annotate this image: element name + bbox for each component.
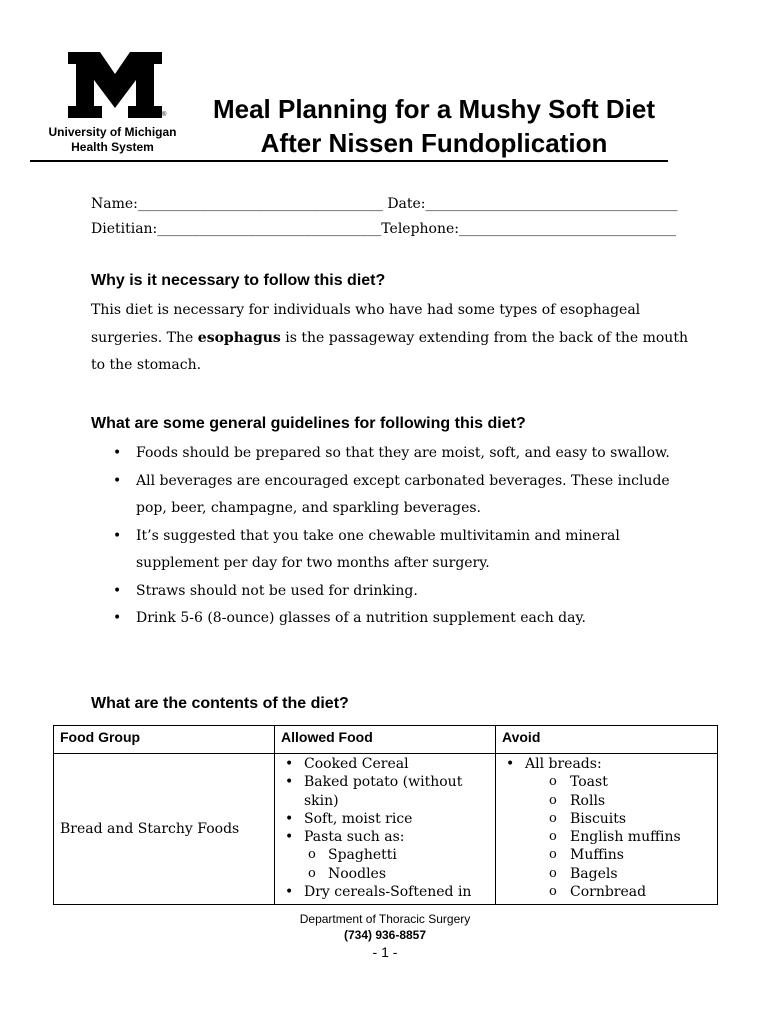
guideline-text: It’s suggested that you take one chewable multivitamin and mineral supplement per day for two months after surgery. <box>136 527 620 571</box>
bullet-icon: • <box>113 445 122 461</box>
list-item <box>281 810 489 828</box>
header-divider <box>30 160 668 162</box>
food-group-label: Bread and Starchy Foods <box>60 820 240 837</box>
why-text-before: This diet is necessary for individuals who have had some types of esophageal surgeries. The <box>91 302 641 346</box>
guideline-text: Drink 5-6 (8-ounce) glasses of a nutrition supplement each day. <box>136 610 586 626</box>
guidelines-heading: What are some general guidelines for following this diet? <box>91 415 526 432</box>
circle-bullet-icon: o <box>549 829 557 845</box>
title-line-2: After Nissen Fundoplication <box>260 128 608 158</box>
circle-bullet-icon: o <box>549 792 557 808</box>
guidelines-list <box>91 440 691 633</box>
header-allowed-food: Allowed Food <box>275 726 496 754</box>
list-item <box>91 440 691 468</box>
circle-bullet-icon: o <box>549 865 557 881</box>
allowed-item: Baked potato (without skin) <box>304 774 463 809</box>
contents-heading: What are the contents of the diet? <box>91 695 349 712</box>
footer-phone: (734) 936-8857 <box>343 928 427 942</box>
allowed-subitem: Noodles <box>328 865 387 882</box>
list-item <box>91 578 691 606</box>
avoid-item: All breads: <box>525 756 602 772</box>
food-group-cell <box>54 754 275 905</box>
allowed-subitem: Spaghetti <box>328 847 397 864</box>
bullet-icon: • <box>285 756 294 772</box>
name-field[interactable]: Name:___________________________________ <box>91 196 383 212</box>
bullet-icon: • <box>113 582 122 599</box>
bullet-icon: • <box>285 829 294 846</box>
list-item <box>502 773 711 791</box>
diet-table <box>53 725 718 905</box>
allowed-food-cell <box>275 754 496 905</box>
why-paragraph <box>91 297 691 380</box>
telephone-field[interactable]: Telephone:_______________________________ <box>381 221 677 237</box>
date-field[interactable]: Date:____________________________________ <box>387 196 678 212</box>
block-m-logo-icon <box>66 50 167 120</box>
guideline-text: Foods should be prepared so that they are moist, soft, and easy to swallow. <box>136 445 670 461</box>
avoid-subitem: English muffins <box>570 829 681 846</box>
logo-line-1: University of Michigan <box>48 125 177 139</box>
allowed-item: Soft, moist rice <box>304 810 413 827</box>
allowed-item: Dry cereals-Softened in <box>304 884 472 901</box>
bullet-icon: • <box>285 774 294 791</box>
circle-bullet-icon: o <box>308 847 316 863</box>
list-item <box>91 468 691 523</box>
avoid-subitem: Cornbread <box>570 884 647 901</box>
list-item <box>502 883 711 901</box>
document-title <box>196 92 672 160</box>
table-header-row <box>54 726 718 754</box>
list-item <box>281 883 489 901</box>
page-number: - 1 - <box>372 944 398 960</box>
bullet-icon: • <box>113 472 122 489</box>
dietitian-field[interactable]: Dietitian:________________________________ <box>91 221 382 237</box>
list-item <box>281 828 489 846</box>
list-item <box>281 773 489 810</box>
avoid-subitem: Biscuits <box>570 810 627 827</box>
circle-bullet-icon: o <box>549 810 557 826</box>
patient-fields <box>91 192 678 242</box>
header-avoid: Avoid <box>496 726 718 754</box>
circle-bullet-icon: o <box>549 847 557 863</box>
list-item <box>91 523 691 578</box>
bullet-icon: • <box>285 810 294 827</box>
bullet-icon: • <box>113 610 122 626</box>
bullet-icon: • <box>506 756 515 772</box>
table-row <box>54 754 718 905</box>
contents-section <box>91 694 691 714</box>
allowed-item: Pasta such as: <box>304 829 405 846</box>
list-item <box>502 846 711 864</box>
list-item <box>281 755 489 773</box>
why-text-bold: esophagus <box>197 329 281 346</box>
circle-bullet-icon: o <box>549 774 557 790</box>
list-item <box>502 828 711 846</box>
university-logo <box>40 50 185 155</box>
list-item <box>281 846 489 864</box>
svg-text:®: ® <box>162 112 167 118</box>
guideline-text: Straws should not be used for drinking. <box>136 582 418 599</box>
avoid-cell <box>496 754 718 905</box>
why-text-after: is the passageway extending from the back of the mouth to the stomach. <box>91 329 688 373</box>
guidelines-section <box>91 414 691 633</box>
allowed-item: Cooked Cereal <box>304 756 409 772</box>
bullet-icon: • <box>113 527 122 544</box>
circle-bullet-icon: o <box>549 884 557 900</box>
list-item <box>281 865 489 883</box>
list-item <box>502 865 711 883</box>
header-food-group: Food Group <box>54 726 275 754</box>
avoid-subitem: Toast <box>570 774 608 791</box>
footer-department: Department of Thoracic Surgery <box>299 912 471 926</box>
avoid-subitem: Bagels <box>570 865 618 882</box>
why-section <box>91 271 691 380</box>
list-item <box>502 755 711 773</box>
circle-bullet-icon: o <box>308 865 316 881</box>
avoid-subitem: Muffins <box>570 847 624 864</box>
list-item <box>502 792 711 810</box>
guideline-text: All beverages are encouraged except carbonated beverages. These include pop, beer, champagne, and sparkling beverages. <box>136 472 670 516</box>
list-item <box>91 605 691 633</box>
list-item <box>502 810 711 828</box>
title-line-1: Meal Planning for a Mushy Soft Diet <box>212 94 656 124</box>
bullet-icon: • <box>285 884 294 901</box>
why-heading: Why is it necessary to follow this diet? <box>91 272 386 289</box>
logo-line-2: Health System <box>71 140 154 154</box>
avoid-subitem: Rolls <box>570 792 606 809</box>
